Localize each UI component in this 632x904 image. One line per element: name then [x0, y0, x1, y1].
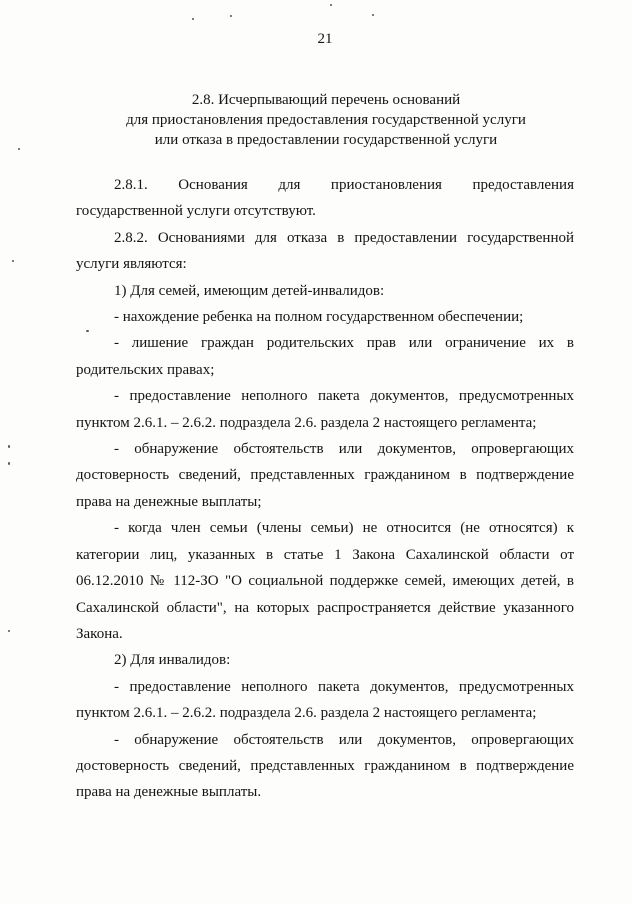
group-heading-disabled: 2) Для инвалидов: — [114, 652, 231, 669]
scan-speck — [8, 445, 10, 448]
document-body — [76, 172, 574, 806]
scan-speck — [230, 15, 232, 17]
list-item: - предоставление неполного пакета документов, предусмотренных пунктом 2.6.1. – 2.6.2. подраздела 2.6. раздела 2 настоящего регламента; — [76, 678, 574, 722]
list-item: - обнаружение обстоятельств или документов, опровергающих достоверность сведений, представленных гражданином в подтверждение права на денежные выплаты; — [76, 441, 574, 510]
scan-speck — [372, 14, 374, 16]
scan-speck — [192, 18, 194, 20]
list-item: - предоставление неполного пакета документов, предусмотренных пунктом 2.6.1. – 2.6.2. подраздела 2.6. раздела 2 настоящего регламента; — [76, 388, 574, 431]
list-item: - обнаружение обстоятельств или документов, опровергающих достоверность сведений, представленных гражданином в подтверждение права на денежные выплаты. — [76, 731, 574, 801]
scan-speck — [12, 260, 14, 262]
page-number: 21 — [317, 31, 333, 47]
section-title-line: для приостановления предоставления государственной услуги — [126, 112, 526, 128]
list-item: - нахождение ребенка на полном государственном обеспечении; — [114, 309, 524, 326]
section-title-line: или отказа в предоставлении государственной услуги — [154, 132, 498, 148]
scan-speck — [330, 4, 332, 6]
group-heading-families: 1) Для семей, имеющим детей-инвалидов: — [114, 282, 385, 299]
list-item: - лишение граждан родительских прав или ограничение их в родительских правах; — [76, 335, 574, 378]
section-title — [0, 90, 632, 150]
list-item: - когда член семьи (члены семьи) не относится (не относятся) к категории лиц, указанных в статье 1 Закона Сахалинской области от 06.12.2010 № 112-ЗО "О социальной поддержке семей, имеющих детей, в Сахалинской области", на которых распространяется действие указанного Закона. — [76, 520, 574, 642]
paragraph-2-8-1: 2.8.1. Основания для приостановления предоставления государственной услуги отсутствуют. — [76, 177, 574, 220]
section-title-line: 2.8. Исчерпывающий перечень оснований — [191, 92, 461, 108]
scan-speck — [8, 462, 10, 465]
scan-speck — [8, 630, 10, 632]
paragraph-2-8-2: 2.8.2. Основаниями для отказа в предоставлении государственной услуги являются: — [76, 229, 574, 273]
